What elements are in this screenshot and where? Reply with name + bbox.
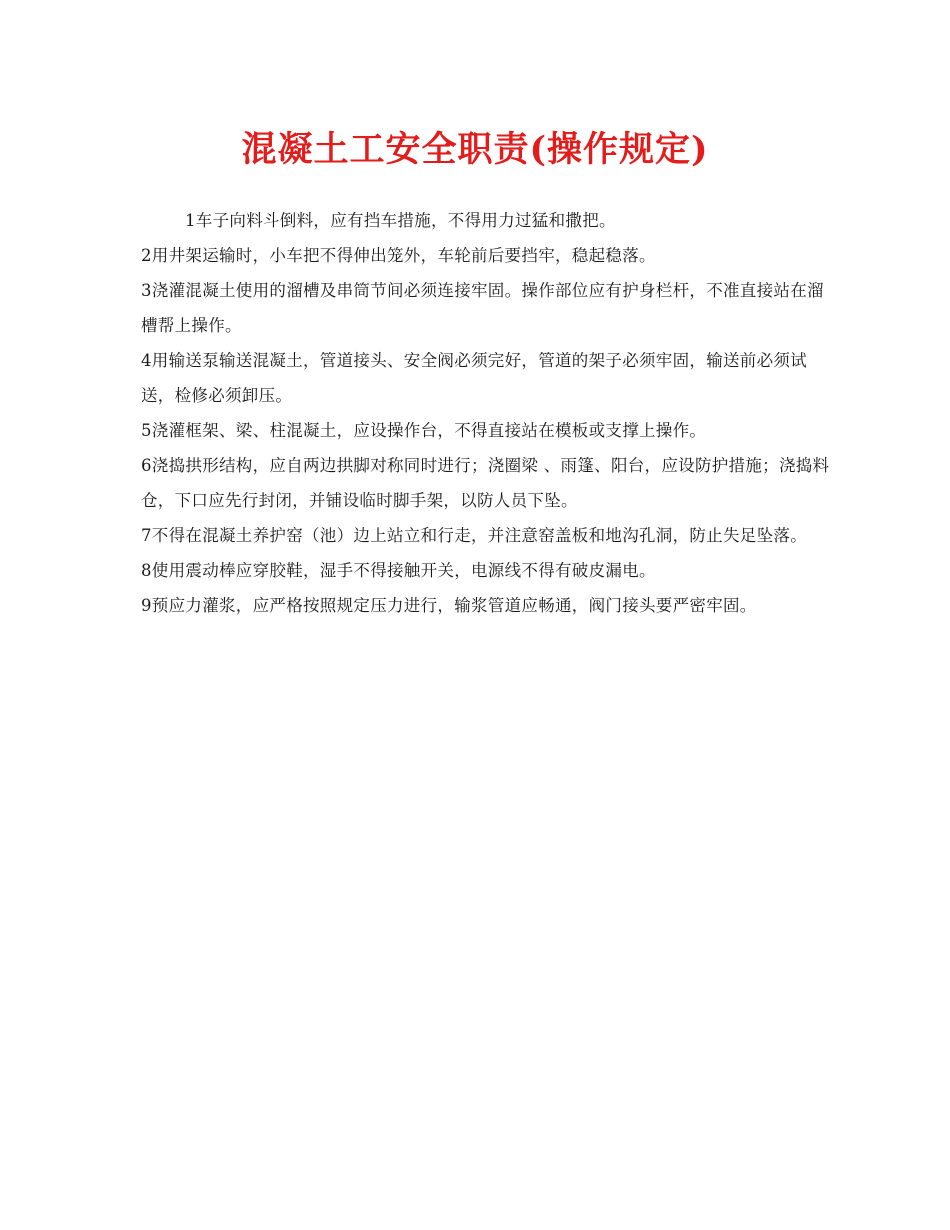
list-item: 9预应力灌浆，应严格按照规定压力进行，输浆管道应畅通，阀门接头要严密牢固。 — [141, 596, 757, 615]
list-item: 2用井架运输时，小车把不得伸出笼外，车轮前后要挡牢，稳起稳落。 — [141, 246, 656, 265]
list-item: 7不得在混凝土养护窑（池）边上站立和行走，并注意窑盖板和地沟孔洞，防止失足坠落。 — [141, 526, 807, 545]
list-item: 5浇灌框架、梁、柱混凝土，应设操作台，不得直接站在模板或支撑上操作。 — [141, 421, 707, 440]
list-item: 8使用震动棒应穿胶鞋，湿手不得接触开关，电源线不得有破皮漏电。 — [141, 561, 656, 580]
list-item: 1车子向料斗倒料，应有挡车措施，不得用力过猛和撒把。 — [185, 211, 616, 230]
list-item: 3浇灌混凝土使用的溜槽及串筒节间必须连接牢固。操作部位应有护身栏杆，不准直接站在溜槽帮上操作。 — [141, 281, 824, 335]
list-item: 6浇捣拱形结构，应自两边拱脚对称同时进行；浇圈梁 、雨篷、阳台，应设防护措施；浇捣料仓，下口应先行封闭，并铺设临时脚手架，以防人员下坠。 — [141, 456, 830, 510]
document-body — [141, 203, 831, 623]
page-title: 混凝土工安全职责(操作规定) — [241, 129, 709, 170]
list-item: 4用输送泵输送混凝土，管道接头、安全阀必须完好，管道的架子必须牢固，输送前必须试送，检修必须卸压。 — [141, 351, 807, 405]
